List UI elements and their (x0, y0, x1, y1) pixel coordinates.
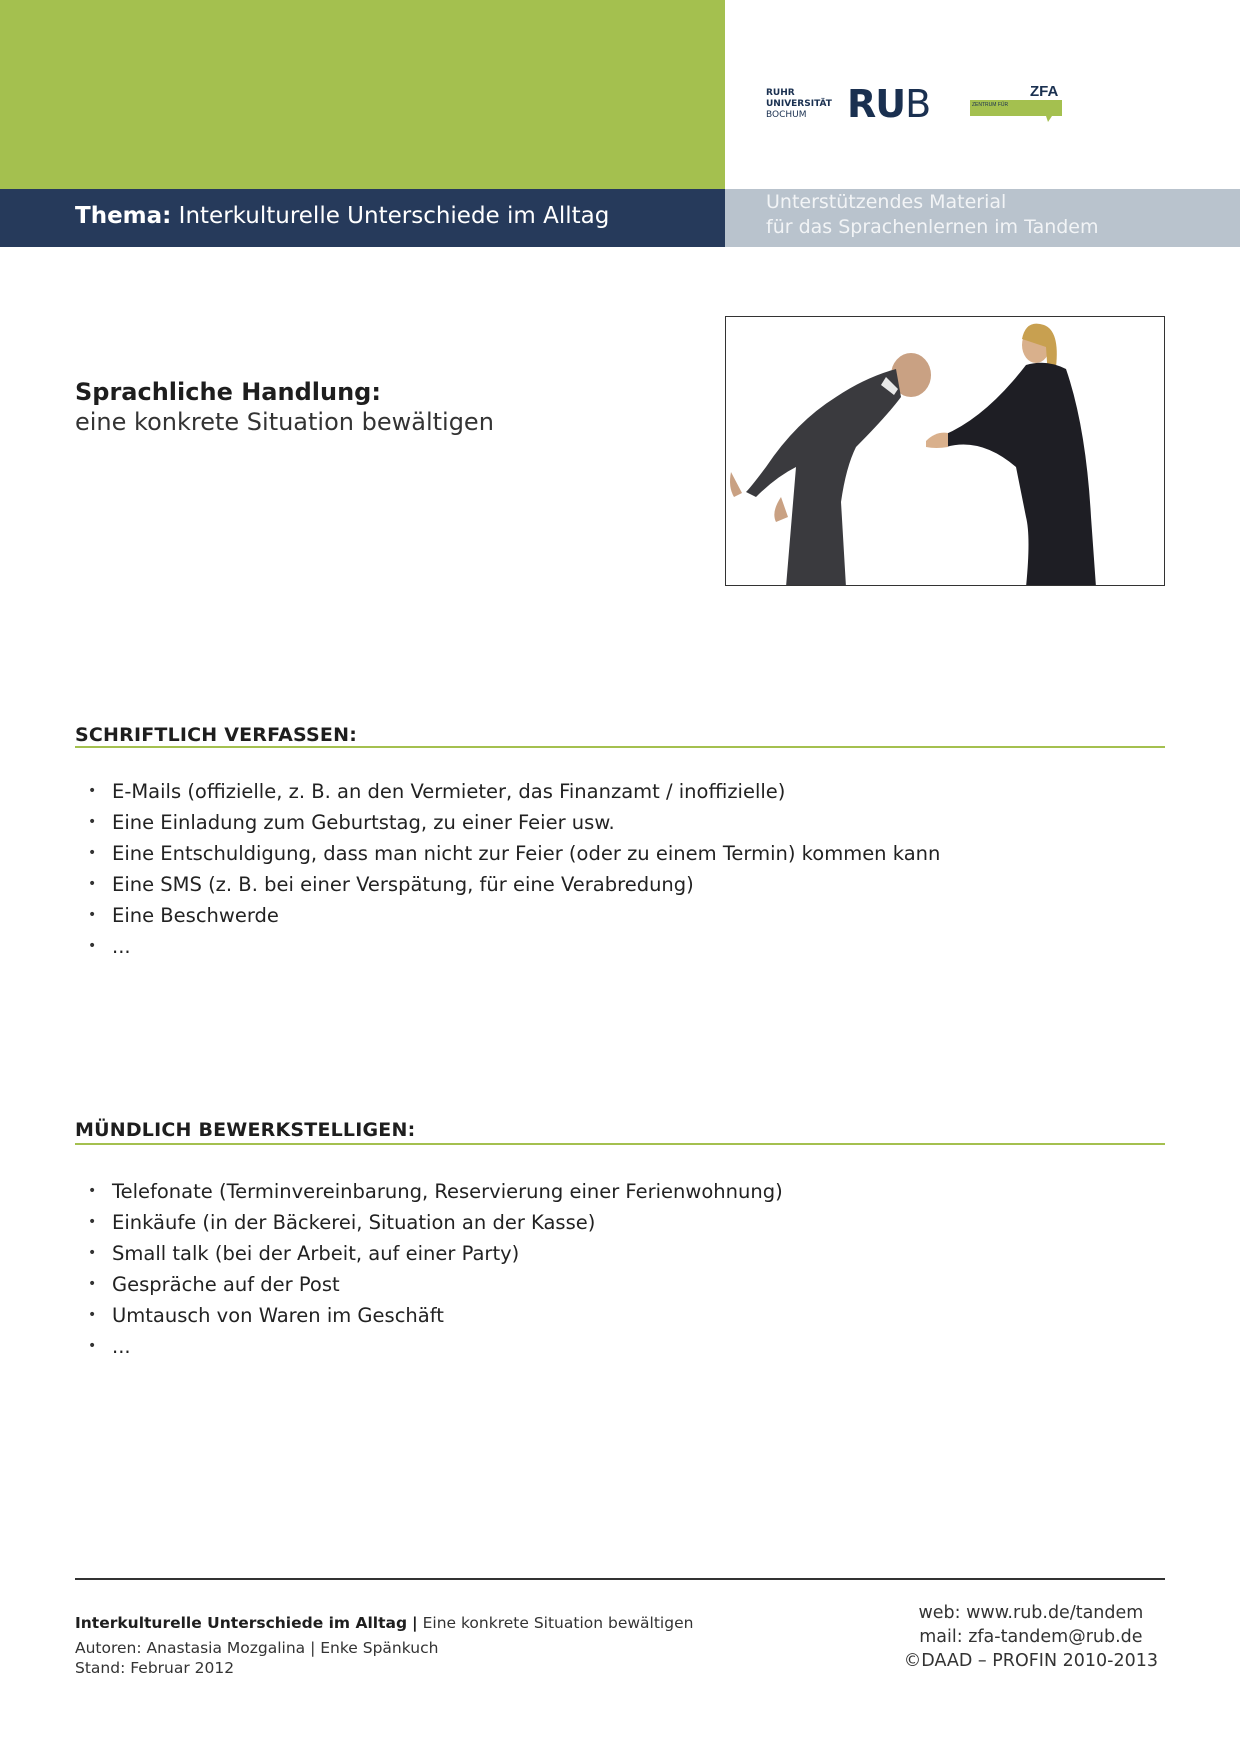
svg-text:ZFA: ZFA (1030, 83, 1059, 100)
written-section-divider (75, 746, 1165, 748)
list-item: • ... (88, 1331, 783, 1362)
footer-title-bold: Interkulturelle Unterschiede im Alltag (75, 1614, 408, 1632)
rub-logo-line-2: UNIVERSITÄT (766, 99, 832, 109)
oral-list (88, 1176, 783, 1362)
footer-date: Stand: Februar 2012 (75, 1659, 235, 1677)
list-item: • Einkäufe (in der Bäckerei, Situation an der Kasse) (88, 1207, 783, 1238)
list-item: • Eine Einladung zum Geburtstag, zu einer Feier usw. (88, 807, 940, 838)
list-item: • Eine Entschuldigung, dass man nicht zur Feier (oder zu einem Termin) kommen kann (88, 838, 940, 869)
list-item: • Umtausch von Waren im Geschäft (88, 1300, 783, 1331)
list-item: • Telefonate (Terminvereinbarung, Reservierung einer Ferienwohnung) (88, 1176, 783, 1207)
footer-separator: | (412, 1614, 418, 1632)
written-section-title: SCHRIFTLICH VERFASSEN: (75, 724, 358, 746)
footer-authors: Autoren: Anastasia Mozgalina | Enke Spänkuch (75, 1639, 439, 1657)
theme-text: Interkulturelle Unterschiede im Alltag (178, 203, 610, 229)
zfa-logo-icon (970, 82, 1066, 122)
list-item: • ... (88, 931, 940, 962)
footer-web-link[interactable]: web: www.rub.de/tandem (918, 1603, 1144, 1623)
business-greeting-photo (725, 316, 1165, 586)
written-list (88, 776, 940, 962)
footer-divider (75, 1578, 1165, 1580)
footer-copyright: ©DAAD – PROFIN 2010-2013 (903, 1651, 1158, 1671)
oral-section-divider (75, 1143, 1165, 1145)
rub-university-logo-text (766, 88, 832, 121)
support-line-1: Unterstützendes Material (766, 191, 1007, 213)
header-green-block (0, 0, 725, 189)
footer-title-rest: Eine konkrete Situation bewältigen (422, 1614, 694, 1632)
footer-mail-link[interactable]: mail: zfa-tandem@rub.de (919, 1627, 1143, 1647)
logo-area (766, 82, 1066, 132)
rub-logo-line-3: BOCHUM (766, 110, 807, 120)
woman-figure (926, 324, 1096, 586)
theme-label: Thema: (75, 203, 172, 229)
oral-section-title: MÜNDLICH BEWERKSTELLIGEN: (75, 1119, 416, 1141)
support-line-2: für das Sprachenlernen im Tandem (766, 216, 1099, 238)
language-action-label: Sprachliche Handlung: (75, 378, 381, 406)
list-item: • Eine Beschwerde (88, 900, 940, 931)
business-greeting-illustration (726, 317, 1165, 586)
language-action-text: eine konkrete Situation bewältigen (75, 408, 494, 436)
language-action (75, 377, 494, 437)
footer-contact (904, 1601, 1158, 1673)
rub-logo: RUB (847, 82, 931, 126)
bowing-man-figure (730, 353, 931, 586)
list-item: • Small talk (bei der Arbeit, auf einer Party) (88, 1238, 783, 1269)
support-text (766, 190, 1099, 240)
footer-title (75, 1613, 693, 1633)
list-item: • Eine SMS (z. B. bei einer Verspätung, für eine Verabredung) (88, 869, 940, 900)
list-item: • Gespräche auf der Post (88, 1269, 783, 1300)
page-theme (75, 203, 609, 229)
footer-info (75, 1613, 693, 1678)
list-item: • E-Mails (offizielle, z. B. an den Vermieter, das Finanzamt / inoffizielle) (88, 776, 940, 807)
rub-logo-line-1: RUHR (766, 88, 795, 98)
svg-text:ZENTRUM FÜR: ZENTRUM FÜR (972, 102, 1009, 108)
